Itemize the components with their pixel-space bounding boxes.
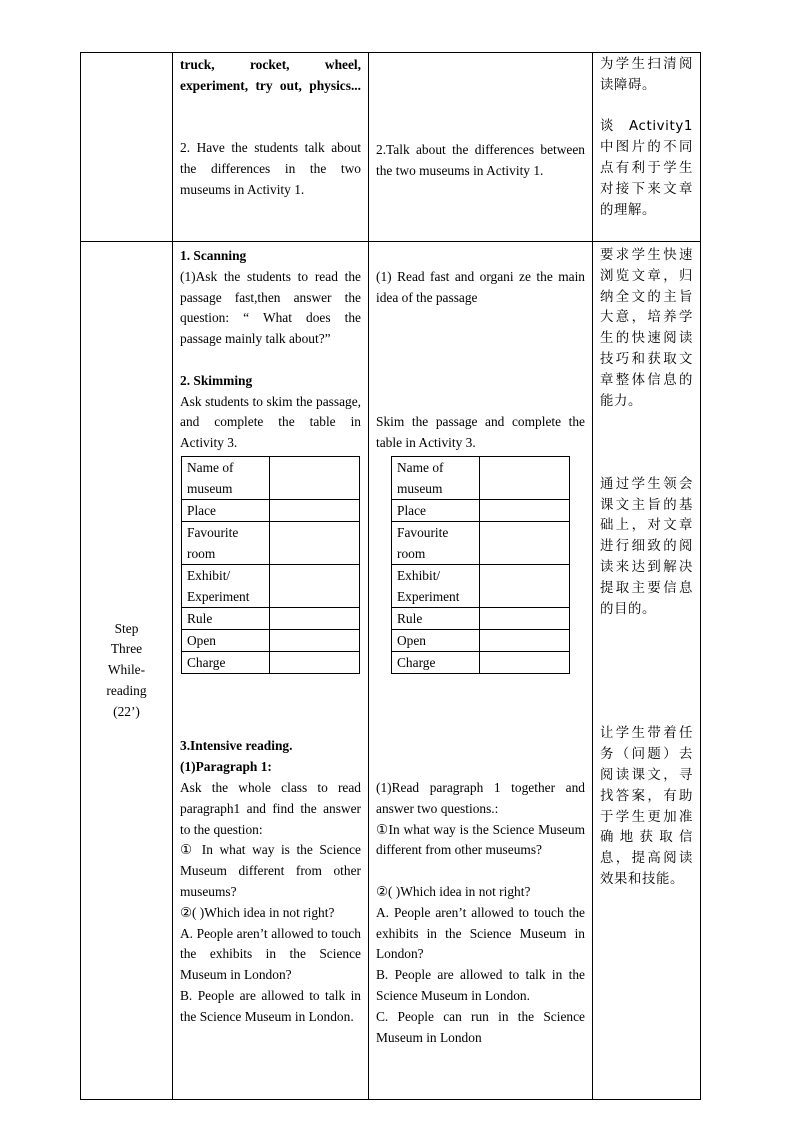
table-row: Name of museum xyxy=(392,456,570,499)
purpose-text-2: 谈 Activity1中图片的不同点有利于学生对接下来文章的理解。 xyxy=(600,119,693,218)
table-row: Favourite room xyxy=(392,521,570,564)
option-a: A. People aren’t allowed to touch the exhibits in the Science Museum in London? xyxy=(180,925,361,983)
student-question-1: ①In what way is the Science Museum different from other museums? xyxy=(376,821,585,858)
purpose-cell xyxy=(593,242,701,1100)
student-option-c: C. People can run in the Science Museum in London xyxy=(376,1008,585,1045)
student-paragraph-1: (1)Read paragraph 1 together and answer two questions.: xyxy=(376,779,585,816)
purpose-text-3: 让学生带着任务（问题）去阅读课文，寻找答案，有助于学生更加准确地获取信息，提高阅读效果和技能。 xyxy=(600,726,693,887)
step-label-cell xyxy=(81,242,173,1100)
student-scanning: (1) Read fast and organi ze the main idea of the passage xyxy=(376,268,585,305)
table-row: Rule xyxy=(182,607,360,629)
paragraph-1-heading: (1)Paragraph 1: xyxy=(180,759,272,775)
student-option-a: A. People aren’t allowed to touch the exhibits in the Science Museum in London? xyxy=(376,904,585,962)
option-b: B. People are allowed to talk in the Science Museum in London. xyxy=(180,987,361,1024)
table-row: Exhibit/ Experiment xyxy=(182,564,360,607)
question-1: ① In what way is the Science Museum different from other museums? xyxy=(180,842,361,899)
student-question-2: ②( )Which idea in not right? xyxy=(376,883,531,899)
purpose-text-2: 通过学生领会课文主旨的基础上，对文章进行细致的阅读来达到解决提取主要信息的目的。 xyxy=(600,476,693,617)
table-row: Charge xyxy=(392,651,570,673)
scanning-instructions: (1)Ask the students to read the passage fast,then answer the question: “ What does the passage mainly talk about?” xyxy=(180,268,361,347)
table-row: Rule xyxy=(392,607,570,629)
intensive-reading-heading: 3.Intensive reading. xyxy=(180,738,293,754)
teacher-step-2: 2. Have the students talk about the differences in the two museums in Activity 1. xyxy=(180,140,361,197)
table-row: Place xyxy=(392,499,570,521)
teacher-activity-cell xyxy=(173,242,369,1100)
purpose-text-1: 要求学生快速浏览文章，归纳全文的主旨大意，培养学生的快速阅读技巧和获取文章整体信息的能力。 xyxy=(600,248,693,409)
question-2: ②( )Which idea in not right? xyxy=(180,904,335,920)
student-step-2: 2.Talk about the differences between the two museums in Activity 1. xyxy=(376,142,585,178)
table-row: Charge xyxy=(182,651,360,673)
table-row: Place xyxy=(182,499,360,521)
student-option-b: B. People are allowed to talk in the Science Museum in London. xyxy=(376,967,585,1003)
table-row: Open xyxy=(392,629,570,651)
vocab-list: truck, rocket, wheel, experiment, try out, physics... xyxy=(180,57,361,93)
table-row xyxy=(81,242,701,1100)
student-skimming: Skim the passage and complete the table in Activity 3. xyxy=(376,414,585,451)
student-activity-cell xyxy=(369,242,593,1100)
teacher-activity-cell xyxy=(173,53,369,242)
table-row xyxy=(81,53,701,242)
lesson-plan-table xyxy=(80,52,701,1100)
student-activity-cell xyxy=(369,53,593,242)
scanning-heading: 1. Scanning xyxy=(180,248,247,263)
table-row: Exhibit/ Experiment xyxy=(392,564,570,607)
table-row: Open xyxy=(182,629,360,651)
table-row: Name of museum xyxy=(182,456,360,499)
purpose-text-1: 为学生扫清阅读障碍。 xyxy=(600,57,693,93)
step-label: Step Three While- reading (22’) xyxy=(106,620,147,719)
paragraph-1-instructions: Ask the whole class to read paragraph1 and find the answer to the question: xyxy=(180,779,361,837)
museum-table-student xyxy=(391,456,570,674)
step-cell-empty xyxy=(81,53,173,242)
purpose-cell xyxy=(593,53,701,242)
museum-table-teacher xyxy=(181,456,360,674)
skimming-heading: 2. Skimming xyxy=(180,372,253,388)
table-row: Favourite room xyxy=(182,521,360,564)
skimming-instructions: Ask students to skim the passage, and complete the table in Activity 3. xyxy=(180,393,361,451)
